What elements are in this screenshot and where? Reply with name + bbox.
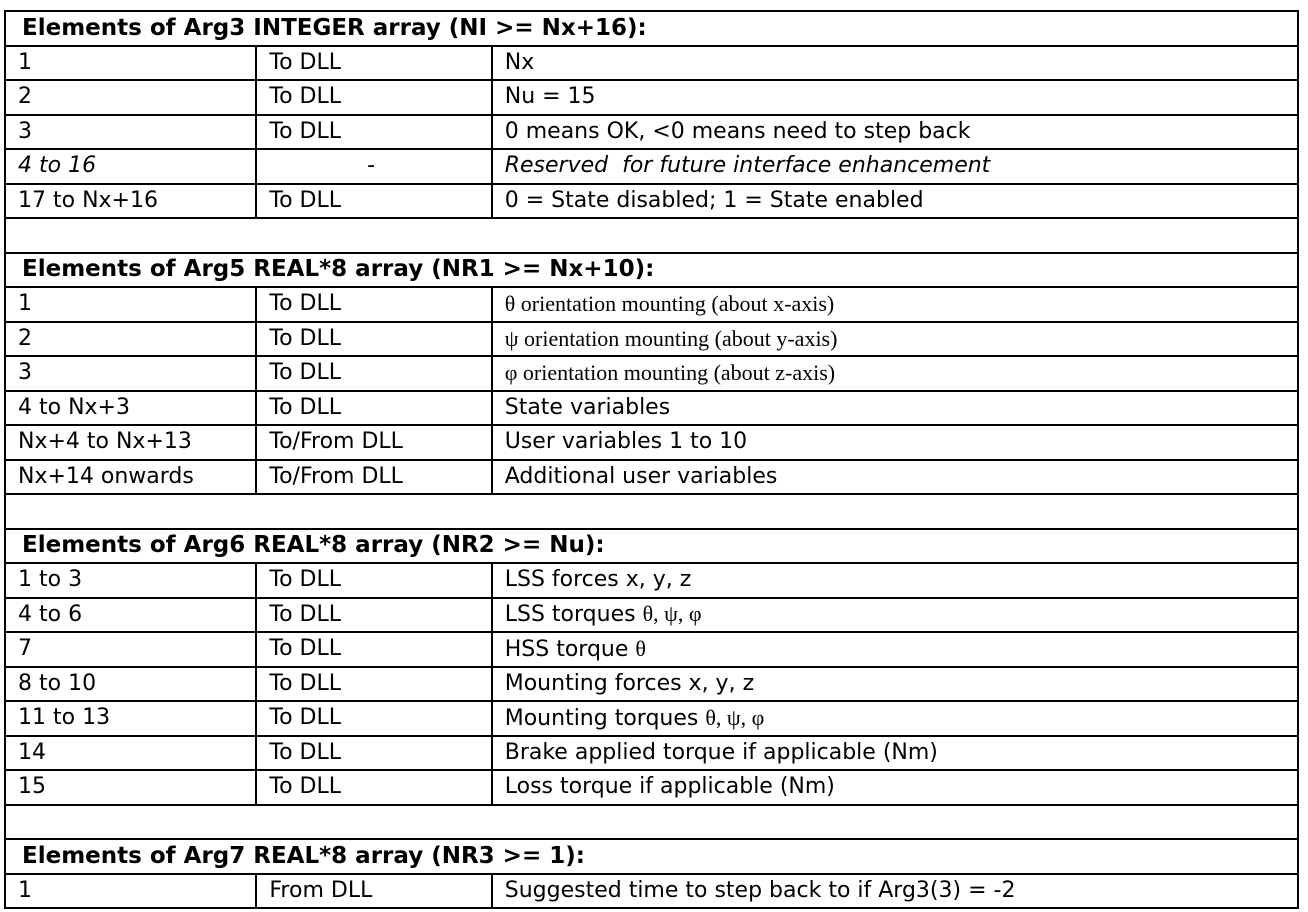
spacer-row [5,218,1298,253]
table-row [5,632,1298,667]
cell-element: 1 [5,874,256,909]
cell-direction: To DLL [256,46,491,81]
cell-direction: - [256,149,491,184]
table-row [5,563,1298,598]
cell-desc: 0 = State disabled; 1 = State enabled [492,184,1298,219]
cell-desc: Additional user variables [492,460,1298,495]
cell-desc: θ orientation mounting (about x-axis) [492,287,1298,322]
cell-direction: To DLL [256,667,491,702]
table-row [5,425,1298,460]
cell-direction: To DLL [256,115,491,150]
table-row [5,356,1298,391]
interface-spec-table [4,10,1299,909]
cell-desc: Mounting forces x, y, z [492,667,1298,702]
cell-desc: State variables [492,391,1298,426]
cell-element: 1 [5,46,256,81]
cell-direction: To DLL [256,184,491,219]
cell-element: 15 [5,770,256,805]
spacer-row [5,494,1298,529]
cell-element: 1 [5,287,256,322]
table-row [5,391,1298,426]
table-row [5,287,1298,322]
cell-direction: To/From DLL [256,425,491,460]
cell-element: 7 [5,632,256,667]
table-row [5,874,1298,909]
table-row [5,115,1298,150]
greek-symbols: θ, ψ, φ [642,601,702,627]
table-row [5,80,1298,115]
cell-direction: To DLL [256,391,491,426]
table-row [5,770,1298,805]
cell-direction: From DLL [256,874,491,909]
cell-direction: To DLL [256,770,491,805]
desc-text: HSS torque [504,636,636,662]
cell-element: 14 [5,736,256,771]
section-header-row-arg6 [5,529,1298,564]
cell-element: 11 to 13 [5,701,256,736]
cell-direction: To DLL [256,287,491,322]
cell-direction: To DLL [256,356,491,391]
table-row [5,46,1298,81]
cell-element: 4 to 6 [5,598,256,633]
spacer-cell [5,218,1298,253]
cell-desc: 0 means OK, <0 means need to step back [492,115,1298,150]
cell-desc [492,701,1298,736]
cell-direction: To/From DLL [256,460,491,495]
table-row-reserved [5,149,1298,184]
greek-symbols: θ, ψ, φ [705,704,765,730]
cell-desc: Suggested time to step back to if Arg3(3) = -2 [492,874,1298,909]
cell-desc: User variables 1 to 10 [492,425,1298,460]
cell-desc [492,598,1298,633]
cell-desc: Reserved for future interface enhancement [492,149,1298,184]
cell-direction: To DLL [256,736,491,771]
section-header-row-arg3 [5,11,1298,46]
cell-direction: To DLL [256,563,491,598]
cell-desc: LSS forces x, y, z [492,563,1298,598]
spacer-cell [5,494,1298,529]
cell-direction: To DLL [256,322,491,357]
cell-direction: To DLL [256,701,491,736]
spacer-cell [5,805,1298,840]
cell-element: 4 to Nx+3 [5,391,256,426]
greek-symbols: θ [635,635,646,661]
section-title-arg3: Elements of Arg3 INTEGER array (NI >= Nx+16): [5,11,1298,46]
cell-element: 3 [5,115,256,150]
cell-desc: Nu = 15 [492,80,1298,115]
section-title-arg7: Elements of Arg7 REAL*8 array (NR3 >= 1): [5,839,1298,874]
section-header-row-arg7 [5,839,1298,874]
cell-direction: To DLL [256,632,491,667]
table-row [5,667,1298,702]
table-row [5,322,1298,357]
cell-direction: To DLL [256,80,491,115]
cell-desc: ψ orientation mounting (about y-axis) [492,322,1298,357]
cell-element: 8 to 10 [5,667,256,702]
cell-element: 17 to Nx+16 [5,184,256,219]
cell-direction: To DLL [256,598,491,633]
cell-desc [492,632,1298,667]
section-title-arg5: Elements of Arg5 REAL*8 array (NR1 >= Nx+10): [5,253,1298,288]
table-row [5,460,1298,495]
cell-element: 2 [5,322,256,357]
cell-desc: φ orientation mounting (about z-axis) [492,356,1298,391]
section-title-arg6: Elements of Arg6 REAL*8 array (NR2 >= Nu): [5,529,1298,564]
cell-desc: Loss torque if applicable (Nm) [492,770,1298,805]
table-row [5,701,1298,736]
cell-element: Nx+4 to Nx+13 [5,425,256,460]
section-header-row-arg5 [5,253,1298,288]
cell-element: 3 [5,356,256,391]
cell-element: Nx+14 onwards [5,460,256,495]
desc-text: Mounting torques [504,705,706,731]
spacer-row [5,805,1298,840]
table-row [5,184,1298,219]
cell-desc: Brake applied torque if applicable (Nm) [492,736,1298,771]
cell-element: 4 to 16 [5,149,256,184]
table-row [5,598,1298,633]
cell-element: 2 [5,80,256,115]
desc-text: LSS torques [504,602,643,628]
table-row [5,736,1298,771]
cell-desc: Nx [492,46,1298,81]
cell-element: 1 to 3 [5,563,256,598]
